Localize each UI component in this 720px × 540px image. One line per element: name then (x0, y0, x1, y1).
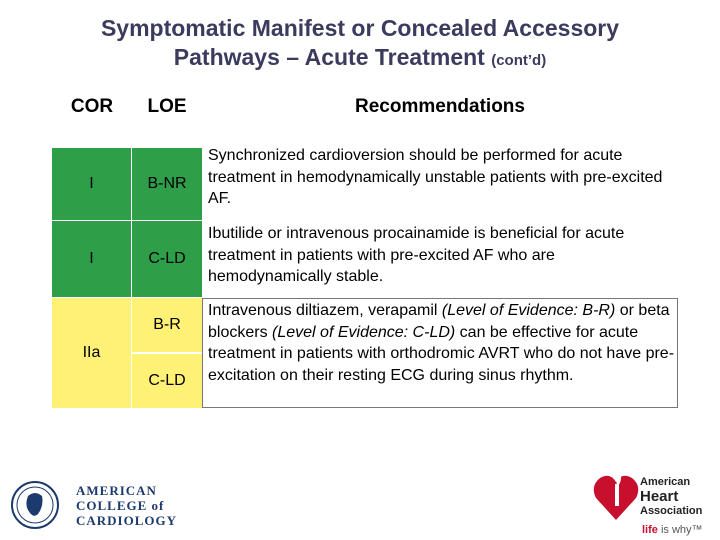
aha-line-3: Association (640, 505, 703, 517)
row3-recommendation (208, 300, 678, 386)
row3-rec-part1: Intravenous diltiazem, verapamil (208, 302, 442, 319)
acc-line-2: COLLEGE of (76, 498, 165, 513)
title-line-2-main: Pathways – Acute Treatment (173, 44, 485, 70)
row3-cor: IIa (52, 298, 131, 408)
row1-cor: I (52, 148, 131, 220)
header-loe: LOE (147, 96, 187, 117)
acc-seal-icon (10, 480, 60, 530)
row2-cor: I (52, 221, 131, 297)
slide-title (0, 14, 720, 75)
aha-tagline-life: life (642, 524, 658, 536)
title-suffix: (cont’d) (491, 52, 547, 69)
row2-loe: C-LD (132, 221, 202, 297)
acc-line-1: AMERICAN (76, 483, 157, 498)
row1-recommendation: Synchronized cardioversion should be performed for acute treatment in hemodynamically unstable patients with pre-excited AF. (208, 147, 663, 207)
aha-line-2: Heart (640, 488, 679, 505)
aha-logo (588, 460, 720, 540)
row3-rec-part3: or beta blockers (208, 302, 670, 341)
header-recommendations: Recommendations (355, 96, 525, 117)
row3-rec-part2: (Level of Evidence: B-R) (441, 302, 616, 319)
row3-loe-2: C-LD (132, 354, 202, 408)
acc-logo (10, 480, 178, 530)
header-cor: COR (70, 96, 114, 117)
acc-line-3: CARDIOLOGY (76, 513, 178, 528)
aha-tagline-rest: is why™ (657, 524, 703, 536)
row1-loe: B-NR (132, 148, 202, 220)
title-line-2 (0, 43, 720, 75)
row3-rec-part4: (Level of Evidence: C-LD) (272, 323, 456, 341)
heart-torch-icon (592, 464, 640, 524)
row3-loe-1: B-R (132, 298, 202, 352)
aha-tagline (642, 524, 703, 536)
row2-recommendation: Ibutilide or intravenous procainamide is beneficial for acute treatment in patients with pre-excited AF who are hemodynamically stable. (208, 225, 625, 285)
aha-line-1: American (640, 476, 691, 488)
row3-rec-part5: can be effective for acute treatment in patients with orthodromic AVRT who do not have pre-excitation on their resting ECG during sinus rhythm. (208, 323, 675, 384)
title-line-1: Symptomatic Manifest or Concealed Accessory (100, 15, 620, 41)
